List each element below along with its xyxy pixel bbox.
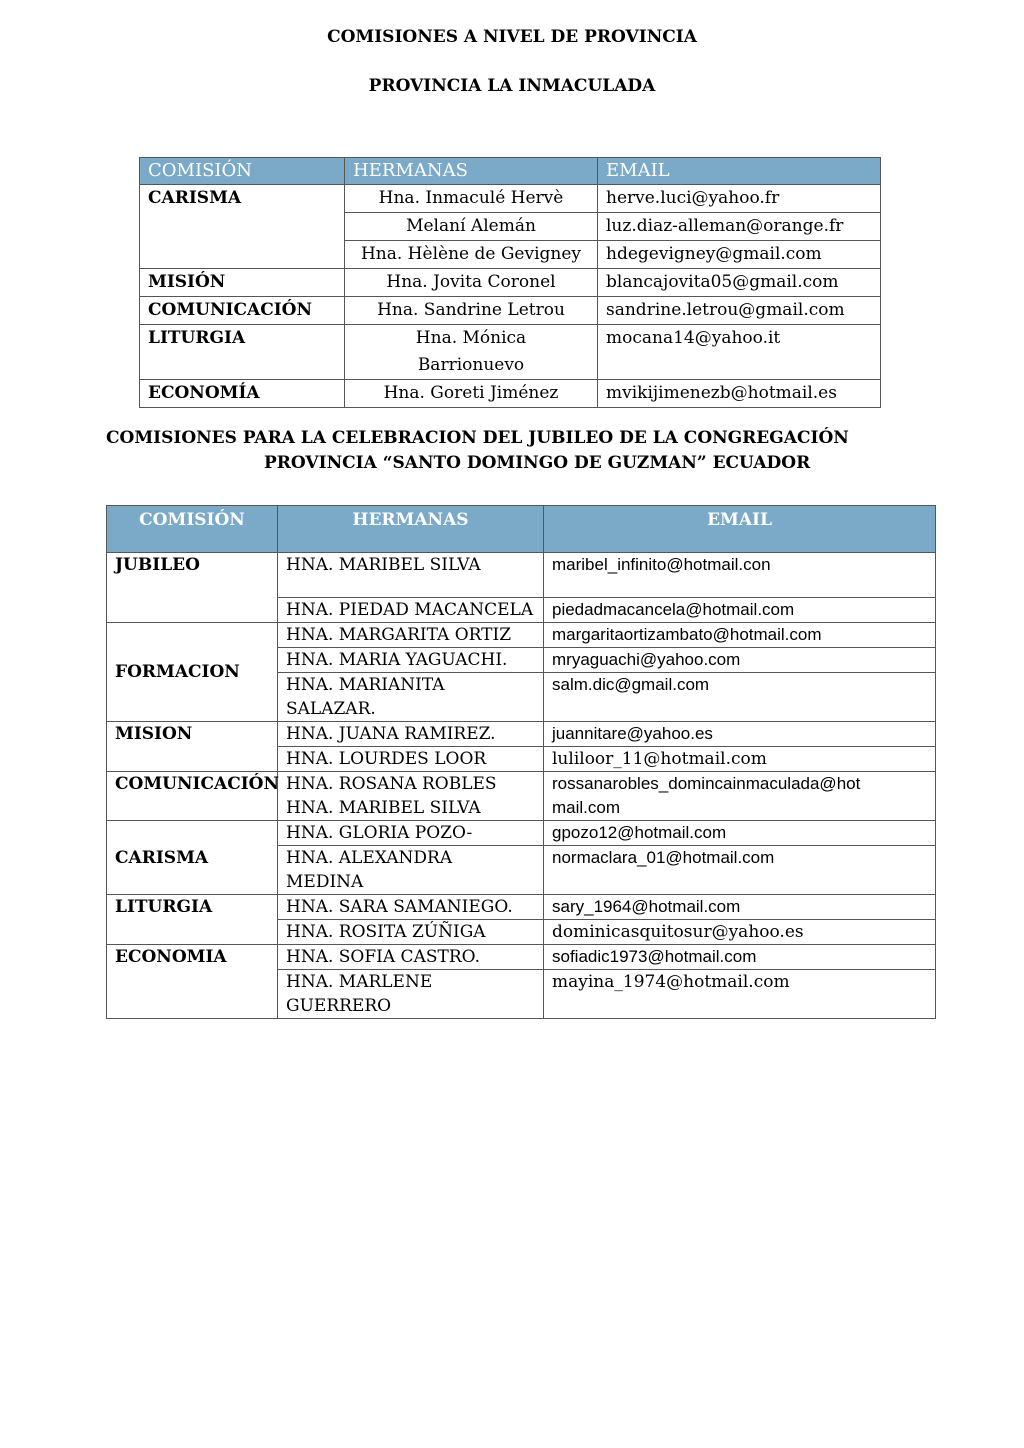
sister-line: GUERRERO xyxy=(286,996,392,1016)
email-cell: normaclara_01@hotmail.com xyxy=(544,846,936,895)
email-cell: margaritaortizambato@hotmail.com xyxy=(544,623,936,648)
email-cell: mocana14@yahoo.it xyxy=(598,325,881,380)
email-cell: sary_1964@hotmail.com xyxy=(544,895,936,920)
email-cell xyxy=(544,772,936,821)
sister-cell: Hna. Jovita Coronel xyxy=(345,269,598,297)
commission-cell: FORMACION xyxy=(107,623,278,722)
sister-cell xyxy=(278,970,544,1019)
email-cell: salm.dic@gmail.com xyxy=(544,673,936,722)
commission-cell: ECONOMIA xyxy=(107,945,278,1019)
sister-line: Hna. Mónica xyxy=(415,328,527,348)
sister-cell: HNA. MARIA YAGUACHI. xyxy=(278,648,544,673)
commission-cell: COMUNICACIÓN xyxy=(107,772,278,821)
sister-line: HNA. MARIBEL SILVA xyxy=(286,798,481,818)
email-cell: juannitare@yahoo.es xyxy=(544,722,936,747)
commission-cell: MISIÓN xyxy=(140,269,345,297)
email-cell: blancajovita05@gmail.com xyxy=(598,269,881,297)
email-cell: luliloor_11@hotmail.com xyxy=(544,747,936,772)
province-commissions-table xyxy=(139,157,881,408)
sister-cell: HNA. SARA SAMANIEGO. xyxy=(278,895,544,920)
sister-cell: HNA. ROSITA ZÚÑIGA xyxy=(278,920,544,945)
table-row xyxy=(140,325,881,380)
table-row xyxy=(140,269,881,297)
commission-cell: CARISMA xyxy=(140,185,345,269)
header-email: EMAIL xyxy=(544,506,936,553)
jubilee-commissions-table xyxy=(106,505,936,1019)
commission-cell: JUBILEO xyxy=(107,553,278,623)
header-comision: COMISIÓN xyxy=(107,506,278,553)
email-cell: hdegevigney@gmail.com xyxy=(598,241,881,269)
sister-cell: HNA. GLORIA POZO- xyxy=(278,821,544,846)
header-hermanas: HERMANAS xyxy=(278,506,544,553)
email-line: mail.com xyxy=(552,798,621,817)
sister-cell xyxy=(278,772,544,821)
table-row xyxy=(107,553,936,598)
header-email: EMAIL xyxy=(598,158,881,185)
sister-cell: Hna. Sandrine Letrou xyxy=(345,297,598,325)
table-row xyxy=(107,623,936,648)
email-cell: sandrine.letrou@gmail.com xyxy=(598,297,881,325)
sister-cell: HNA. LOURDES LOOR xyxy=(278,747,544,772)
commission-cell: CARISMA xyxy=(107,821,278,895)
sister-cell: HNA. PIEDAD MACANCELA xyxy=(278,598,544,623)
sister-cell: HNA. SOFIA CASTRO. xyxy=(278,945,544,970)
email-cell: dominicasquitosur@yahoo.es xyxy=(544,920,936,945)
email-cell: gpozo12@hotmail.com xyxy=(544,821,936,846)
email-cell: mryaguachi@yahoo.com xyxy=(544,648,936,673)
table-row xyxy=(107,945,936,970)
email-cell: maribel_infinito@hotmail.con xyxy=(544,553,936,598)
sister-cell: Hna. Inmaculé Hervè xyxy=(345,185,598,213)
email-line: rossanarobles_domincainmaculada@hot xyxy=(552,774,861,793)
sister-line: SALAZAR. xyxy=(286,699,376,719)
sister-cell: Hna. Goreti Jiménez xyxy=(345,380,598,408)
commission-cell: LITURGIA xyxy=(140,325,345,380)
jubilee-province-title: PROVINCIA “SANTO DOMINGO DE GUZMAN” ECUADOR xyxy=(264,453,811,473)
commission-cell: COMUNICACIÓN xyxy=(140,297,345,325)
table-row xyxy=(107,772,936,821)
email-cell: piedadmacancela@hotmail.com xyxy=(544,598,936,623)
commission-cell: MISION xyxy=(107,722,278,772)
sister-cell xyxy=(345,325,598,380)
table-row xyxy=(107,821,936,846)
email-cell: mvikijimenezb@hotmail.es xyxy=(598,380,881,408)
table-row xyxy=(107,895,936,920)
sister-cell xyxy=(278,673,544,722)
table-header-row xyxy=(140,158,881,185)
sister-cell: HNA. MARIBEL SILVA xyxy=(278,553,544,598)
sister-line: HNA. MARLENE xyxy=(286,972,433,992)
email-cell: sofiadic1973@hotmail.com xyxy=(544,945,936,970)
sister-cell xyxy=(278,846,544,895)
sister-line: Barrionuevo xyxy=(417,355,525,375)
email-cell: herve.luci@yahoo.fr xyxy=(598,185,881,213)
jubilee-title: COMISIONES PARA LA CELEBRACION DEL JUBILEO DE LA CONGREGACIÓN xyxy=(106,428,849,448)
table-header-row xyxy=(107,506,936,553)
header-comision: COMISIÓN xyxy=(140,158,345,185)
email-cell: mayina_1974@hotmail.com xyxy=(544,970,936,1019)
table-row xyxy=(107,722,936,747)
header-hermanas: HERMANAS xyxy=(345,158,598,185)
table-row xyxy=(140,380,881,408)
table-row xyxy=(140,185,881,213)
sister-line: MEDINA xyxy=(286,872,364,892)
sister-cell: Melaní Alemán xyxy=(345,213,598,241)
email-cell: luz.diaz-alleman@orange.fr xyxy=(598,213,881,241)
province-title: PROVINCIA LA INMACULADA xyxy=(368,76,656,96)
sister-line: HNA. ROSANA ROBLES xyxy=(286,774,497,794)
page-title: COMISIONES A NIVEL DE PROVINCIA xyxy=(327,27,697,47)
table-row xyxy=(140,297,881,325)
sister-line: HNA. MARIANITA xyxy=(286,675,445,695)
commission-cell: LITURGIA xyxy=(107,895,278,945)
commission-cell: ECONOMÍA xyxy=(140,380,345,408)
sister-cell: HNA. JUANA RAMIREZ. xyxy=(278,722,544,747)
sister-cell: HNA. MARGARITA ORTIZ xyxy=(278,623,544,648)
sister-line: HNA. ALEXANDRA xyxy=(286,848,453,868)
sister-cell: Hna. Hèlène de Gevigney xyxy=(345,241,598,269)
